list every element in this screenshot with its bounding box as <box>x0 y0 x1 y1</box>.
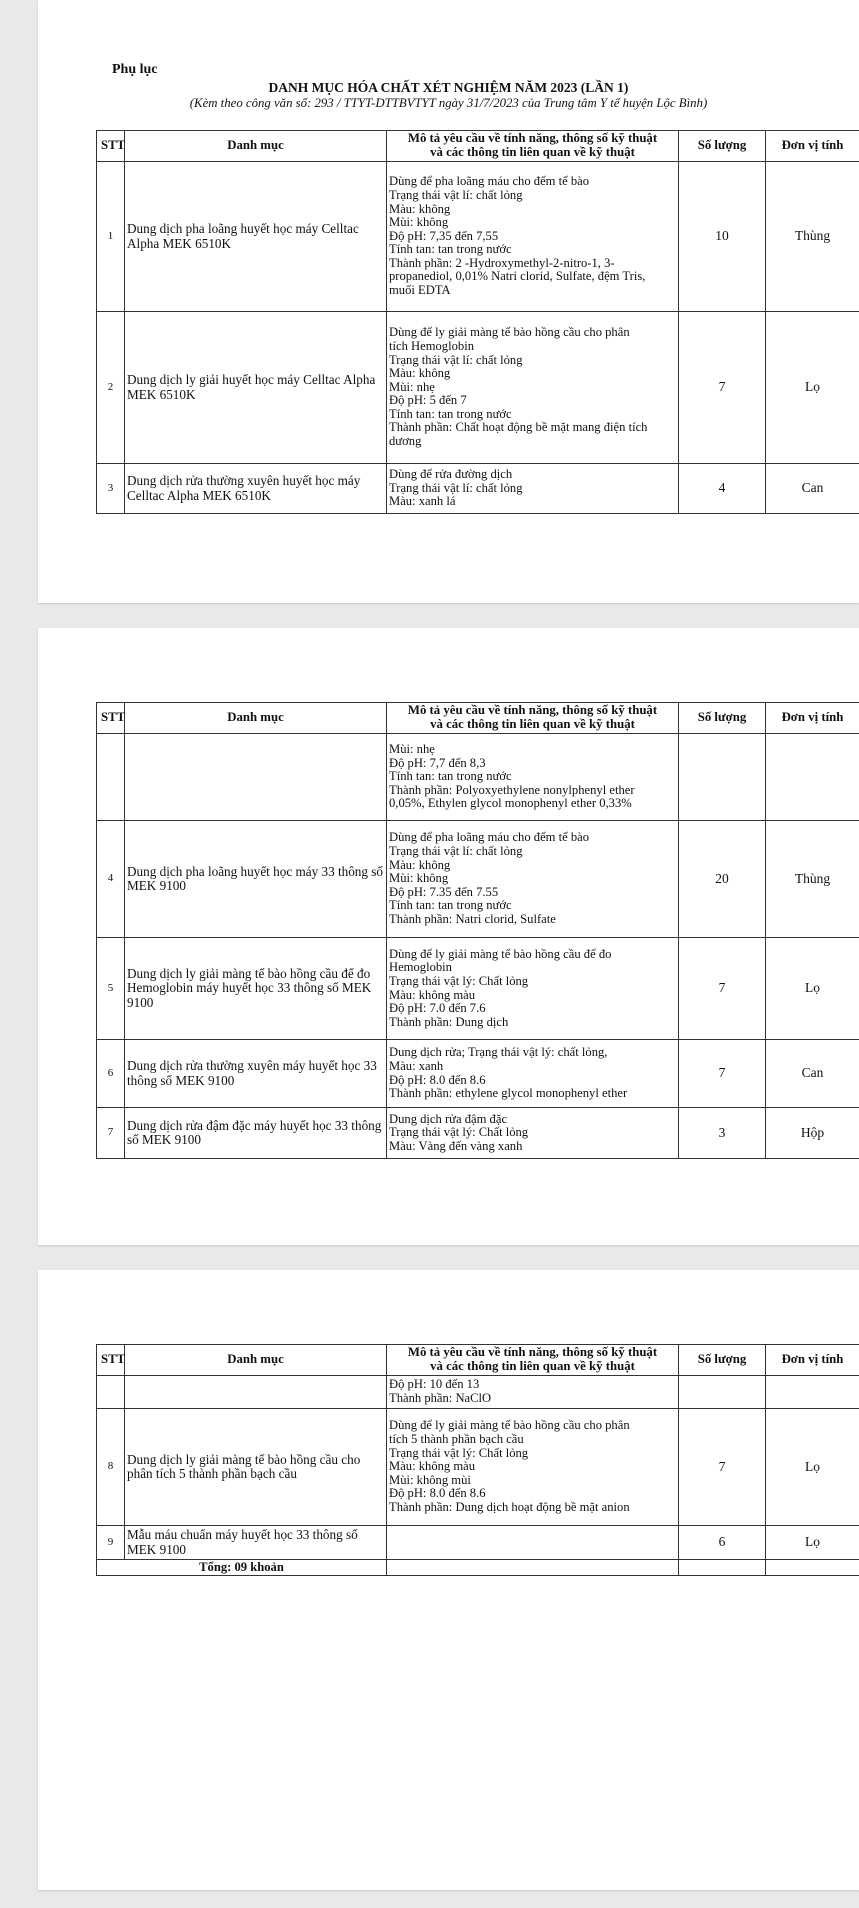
spec-line: Độ pH: 10 đến 13 <box>389 1378 480 1392</box>
chemicals-table-page-2 <box>96 702 859 1159</box>
table-row <box>97 1526 859 1560</box>
spec-line: Dùng để ly giải màng tế bào hồng cầu cho phân <box>389 1419 630 1433</box>
chemicals-table-page-1 <box>96 130 859 514</box>
col-header-unit: Đơn vị tính <box>766 131 859 162</box>
row-unit: Lọ <box>766 1526 859 1560</box>
spec-header-line: và các thông tin liên quan về kỹ thuật <box>430 1359 635 1373</box>
spec-line: Dùng để pha loãng máu cho đếm tế bào <box>389 831 590 845</box>
spec-line: Mùi: nhẹ <box>389 380 435 394</box>
row-name: Dung dịch ly giải màng tế bào hồng cầu để đo Hemoglobin máy huyết học 33 thông số MEK 9100 <box>125 938 387 1040</box>
spec-line: Độ pH: 7,7 đến 8,3 <box>389 756 486 770</box>
spec-line: Trạng thái vật lí: chất lỏng <box>389 481 523 495</box>
row-spec <box>387 162 679 312</box>
spec-line: Độ pH: 7.0 đến 7.6 <box>389 1002 486 1016</box>
row-unit: Thùng <box>766 821 859 938</box>
spec-line: Tính tan: tan trong nước <box>389 770 512 784</box>
spec-line: Thành phần: Dung dịch hoạt động bề mặt anion <box>389 1500 630 1514</box>
row-name <box>125 734 387 821</box>
row-spec <box>387 1040 679 1108</box>
spec-line: Thành phần: Dung dịch <box>389 1015 509 1029</box>
row-spec <box>387 734 679 821</box>
spec-header-line: Mô tả yêu cầu về tính năng, thông số kỹ thuật <box>407 703 658 718</box>
row-stt: 3 <box>97 464 125 514</box>
table-row <box>97 312 859 464</box>
table-row-continuation <box>97 734 859 821</box>
table-header-row <box>97 703 859 734</box>
table-row <box>97 162 859 312</box>
total-label: Tổng: 09 khoản <box>97 1560 387 1576</box>
row-qty: 6 <box>679 1526 766 1560</box>
spec-line: Màu: không <box>389 367 451 381</box>
spec-line: muối EDTA <box>389 284 451 298</box>
col-header-stt: STT <box>97 703 125 734</box>
table-row <box>97 1409 859 1526</box>
spec-line: Thành phần: Chất hoạt động bề mặt mang điện tích <box>389 421 648 435</box>
col-header-qty: Số lượng <box>679 131 766 162</box>
total-qty <box>679 1560 766 1576</box>
spec-line: Màu: xanh <box>389 1059 444 1073</box>
row-unit: Thùng <box>766 162 859 312</box>
row-stt: 9 <box>97 1526 125 1560</box>
spec-line: Trạng thái vật lí: chất lỏng <box>389 353 523 367</box>
row-qty: 3 <box>679 1108 766 1159</box>
row-name: Dung dịch pha loãng huyết học máy 33 thông số MEK 9100 <box>125 821 387 938</box>
spec-line: Thành phần: Polyoxyethylene nonylphenyl ether <box>389 783 635 797</box>
spec-line: Thành phần: ethylene glycol monophenyl ether <box>389 1087 628 1101</box>
spec-line: Trạng thái vật lí: chất lỏng <box>389 845 523 859</box>
col-header-qty: Số lượng <box>679 703 766 734</box>
spec-line: Dùng để pha loãng máu cho đếm tế bào <box>389 175 590 189</box>
document-title: DANH MỤC HÓA CHẤT XÉT NGHIỆM NĂM 2023 (LẦN 1) <box>268 80 629 95</box>
col-header-spec <box>387 131 679 162</box>
row-qty: 7 <box>679 312 766 464</box>
document-page-3 <box>38 1270 859 1890</box>
row-qty: 7 <box>679 938 766 1040</box>
spec-line: Mùi: không <box>389 216 449 230</box>
spec-line: 0,05%, Ethylen glycol monophenyl ether 0,33% <box>389 797 632 811</box>
spec-line: Hemoglobin <box>389 961 452 975</box>
spec-line: Thành phần: NaClO <box>389 1392 492 1405</box>
table-row <box>97 464 859 514</box>
spec-line: Độ pH: 7.35 đến 7.55 <box>389 885 499 899</box>
row-stt <box>97 734 125 821</box>
row-name <box>125 1376 387 1409</box>
spec-line: Tính tan: tan trong nước <box>389 899 512 913</box>
row-unit: Hộp <box>766 1108 859 1159</box>
row-stt <box>97 1376 125 1409</box>
row-unit: Lọ <box>766 312 859 464</box>
spec-line: Mùi: không mùi <box>389 1473 471 1487</box>
total-unit <box>766 1560 859 1576</box>
row-name: Dung dịch ly giải màng tế bào hồng cầu cho phân tích 5 thành phần bạch cầu <box>125 1409 387 1526</box>
total-spec <box>387 1560 679 1576</box>
row-spec <box>387 312 679 464</box>
col-header-name: Danh mục <box>125 1345 387 1376</box>
document-page-1 <box>38 0 859 603</box>
spec-line: Dùng để rửa đường dịch <box>389 468 513 482</box>
row-stt: 4 <box>97 821 125 938</box>
spec-line: Trạng thái vật lý: Chất lỏng <box>389 974 529 988</box>
table-row <box>97 1040 859 1108</box>
spec-line: tích 5 thành phần bạch cầu <box>389 1433 524 1447</box>
row-stt: 1 <box>97 162 125 312</box>
row-qty: 10 <box>679 162 766 312</box>
row-stt: 7 <box>97 1108 125 1159</box>
table-row-continuation <box>97 1376 859 1409</box>
row-stt: 2 <box>97 312 125 464</box>
row-qty: 7 <box>679 1409 766 1526</box>
col-header-unit: Đơn vị tính <box>766 703 859 734</box>
spec-line: Trạng thái vật lý: Chất lỏng <box>389 1126 529 1140</box>
row-spec <box>387 464 679 514</box>
col-header-qty: Số lượng <box>679 1345 766 1376</box>
row-unit <box>766 734 859 821</box>
spec-line: Độ pH: 7,35 đến 7,55 <box>389 229 499 243</box>
row-spec <box>387 1526 679 1560</box>
spec-line: Độ pH: 8.0 đến 8.6 <box>389 1073 486 1087</box>
spec-line: Tính tan: tan trong nước <box>389 407 512 421</box>
spec-line: Dung dịch rửa; Trạng thái vật lý: chất lỏng, <box>389 1046 608 1060</box>
spec-header-line: và các thông tin liên quan về kỹ thuật <box>430 145 635 159</box>
table-header-row <box>97 1345 859 1376</box>
row-stt: 8 <box>97 1409 125 1526</box>
col-header-name: Danh mục <box>125 703 387 734</box>
spec-header-line: Mô tả yêu cầu về tính năng, thông số kỹ thuật <box>407 1345 658 1360</box>
spec-line: Độ pH: 8.0 đến 8.6 <box>389 1487 486 1501</box>
col-header-stt: STT <box>97 1345 125 1376</box>
row-qty <box>679 1376 766 1409</box>
spec-line: Dùng để ly giải màng tế bào hồng cầu cho phân <box>389 326 630 340</box>
spec-line: Mùi: nhẹ <box>389 743 435 757</box>
row-name: Dung dịch rửa thường xuyên huyết học máy Celltac Alpha MEK 6510K <box>125 464 387 514</box>
spec-line: tích Hemoglobin <box>389 339 474 353</box>
spec-line: dương <box>389 435 422 449</box>
spec-line: propanediol, 0,01% Natri clorid, Sulfate, đệm Tris, <box>389 270 646 284</box>
table-row <box>97 821 859 938</box>
col-header-spec <box>387 1345 679 1376</box>
spec-line: Trạng thái vật lí: chất lỏng <box>389 188 523 202</box>
spec-header-line: Mô tả yêu cầu về tính năng, thông số kỹ thuật <box>407 131 658 146</box>
appendix-label: Phụ lục <box>112 62 158 77</box>
spec-line: Độ pH: 5 đến 7 <box>389 394 467 408</box>
spec-line: Thành phần: 2 -Hydroxymethyl-2-nitro-1, 3- <box>389 256 615 270</box>
row-qty: 4 <box>679 464 766 514</box>
spec-line: Tính tan: tan trong nước <box>389 243 512 257</box>
row-spec <box>387 938 679 1040</box>
row-qty: 20 <box>679 821 766 938</box>
spec-line: Màu: không màu <box>389 1460 476 1474</box>
spec-line: Mùi: không <box>389 872 449 886</box>
table-header-row <box>97 131 859 162</box>
spec-line: Thành phần: Natri clorid, Sulfate <box>389 912 556 926</box>
spec-line: Trạng thái vật lý: Chất lỏng <box>389 1446 529 1460</box>
table-row <box>97 938 859 1040</box>
row-spec <box>387 1376 679 1409</box>
row-qty: 7 <box>679 1040 766 1108</box>
spec-line: Màu: Vàng đến vàng xanh <box>389 1139 523 1153</box>
row-unit: Lọ <box>766 1409 859 1526</box>
spec-header-line: và các thông tin liên quan về kỹ thuật <box>430 717 635 731</box>
row-spec <box>387 1409 679 1526</box>
document-subtitle: (Kèm theo công văn số: 293 / TTYT-DTTBVTYT ngày 31/7/2023 của Trung tâm Y tế huyện Lộc Bình) <box>189 96 708 110</box>
spec-line: Màu: không <box>389 202 451 216</box>
row-name: Dung dịch rửa thường xuyên máy huyết học 33 thông số MEK 9100 <box>125 1040 387 1108</box>
col-header-unit: Đơn vị tính <box>766 1345 859 1376</box>
col-header-spec <box>387 703 679 734</box>
row-spec <box>387 1108 679 1159</box>
total-row <box>97 1560 859 1576</box>
row-unit: Can <box>766 464 859 514</box>
row-spec <box>387 821 679 938</box>
spec-line: Màu: không <box>389 858 451 872</box>
row-name: Dung dịch ly giải huyết học máy Celltac Alpha MEK 6510K <box>125 312 387 464</box>
row-qty <box>679 734 766 821</box>
spec-line: Màu: không màu <box>389 988 476 1002</box>
document-page-2 <box>38 628 859 1245</box>
row-stt: 5 <box>97 938 125 1040</box>
spec-line: Dung dịch rửa đậm đặc <box>389 1112 508 1126</box>
spec-line: Màu: xanh lá <box>389 495 456 509</box>
chemicals-table-page-3 <box>96 1344 859 1576</box>
row-name: Mẫu máu chuẩn máy huyết học 33 thông số MEK 9100 <box>125 1526 387 1560</box>
spec-line: Dùng để ly giải màng tế bào hồng cầu để đo <box>389 947 612 961</box>
row-name: Dung dịch rửa đậm đặc máy huyết học 33 thông số MEK 9100 <box>125 1108 387 1159</box>
row-unit: Lọ <box>766 938 859 1040</box>
col-header-name: Danh mục <box>125 131 387 162</box>
row-name: Dung dịch pha loãng huyết học máy Celltac Alpha MEK 6510K <box>125 162 387 312</box>
col-header-stt: STT <box>97 131 125 162</box>
table-row <box>97 1108 859 1159</box>
row-unit <box>766 1376 859 1409</box>
row-stt: 6 <box>97 1040 125 1108</box>
row-unit: Can <box>766 1040 859 1108</box>
